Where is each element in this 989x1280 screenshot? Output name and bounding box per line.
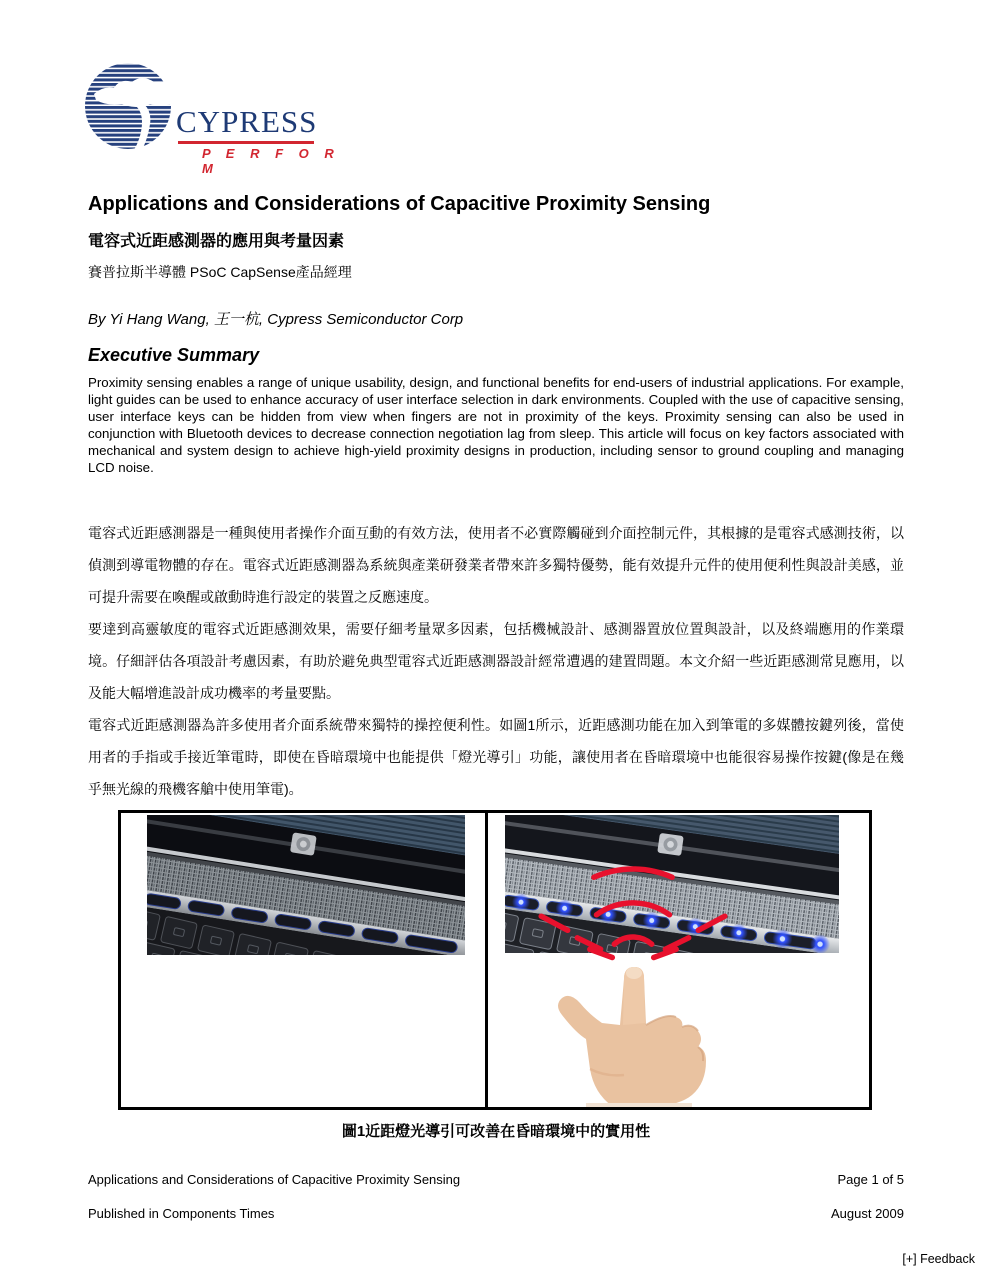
cypress-logo — [84, 58, 344, 176]
figure-left-panel — [121, 813, 488, 1107]
figure-right-panel — [488, 813, 869, 1107]
author-role-zh: 賽普拉斯半導體 PSoC CapSense產品經理 — [88, 264, 352, 280]
footer-row-1 — [88, 1172, 904, 1187]
cypress-tagline: P E R F O R M — [202, 146, 340, 176]
footer-page-number: Page 1 of 5 — [837, 1172, 904, 1187]
executive-summary-body: Proximity sensing enables a range of unique usability, design, and functional benefits for end-users of industrial applications. For example, light guides can be used to enhance accuracy of user interface selection in dark environments. Coupled with the use of capacitive sensing, user interface keys can be hidden from view when fingers are not in proximity of the keys. Proximity sensing can also be used in conjunction with Bluetooth devices to decrease connection negotiation lag from sleep. This article will focus on key factors associated with mechanical and system design to achieve high-yield proximity designs in production, including sensor to ground coupling and managing LCD noise. — [88, 375, 904, 475]
cypress-wordmark: CYPRESS — [176, 104, 318, 139]
figure-caption: 圖1近距燈光導引可改善在昏暗環境中的實用性 — [341, 1123, 651, 1140]
hp-logo-icon — [290, 832, 317, 856]
logo-rule — [178, 141, 314, 144]
footer-doc-title: Applications and Considerations of Capacitive Proximity Sensing — [88, 1172, 461, 1187]
page-subtitle-zh: 電容式近距感測器的應用與考量因素 — [88, 233, 345, 250]
executive-summary-heading: Executive Summary — [88, 345, 260, 365]
pointing-hand — [558, 967, 706, 1107]
chinese-body — [88, 517, 904, 805]
zh-paragraph-3: 電容式近距感測器為許多使用者介面系統帶來獨特的操控便利性。如圖1所示，近距感測功能在加入到筆電的多媒體按鍵列後，當使用者的手指或手接近筆電時，即使在昏暗環境中也能提供「燈光導引」功能，讓使用者在昏暗環境中也能很容易操作按鍵(像是在幾乎無光線的飛機客艙中使用筆電)。 — [88, 717, 904, 797]
figure-1 — [118, 810, 872, 1110]
page-title: Applications and Considerations of Capacitive Proximity Sensing — [88, 193, 711, 215]
feedback-link[interactable] — [902, 1252, 975, 1266]
zh-paragraph-1: 電容式近距感測器是一種與使用者操作介面互動的有效方法，使用者不必實際觸碰到介面控制元件，其根據的是電容式感測技術，以偵測到導電物體的存在。電容式近距感測器為系統與產業研發業者帶來許多獨特優勢，能有效提升元件的使用便利性與設計美感，並可提升需要在喚醒或啟動時進行設定的裝置之反應速度。 — [88, 525, 904, 605]
footer-row-2 — [88, 1206, 904, 1221]
footer-date: August 2009 — [830, 1206, 904, 1221]
hp-logo-icon — [657, 833, 684, 856]
byline: By Yi Hang Wang, 王一杭, Cypress Semiconductor Corp — [88, 311, 464, 328]
laptop-photo-dark — [147, 815, 465, 955]
footer-published-in: Published in Components Times — [88, 1206, 275, 1221]
laptop-photo-lit-with-hand — [488, 813, 869, 1107]
feedback-link-text[interactable]: [+] Feedback — [902, 1252, 975, 1266]
zh-paragraph-2: 要達到高靈敏度的電容式近距感測效果，需要仔細考量眾多因素，包括機械設計、感測器置放位置與設計，以及終端應用的作業環境。仔細評估各項設計考慮因素，有助於避免典型電容式近距感測器設計經常遭遇的建置問題。本文介紹一些近距感測常見應用，以及能大幅增進設計成功機率的考量要點。 — [88, 621, 904, 701]
